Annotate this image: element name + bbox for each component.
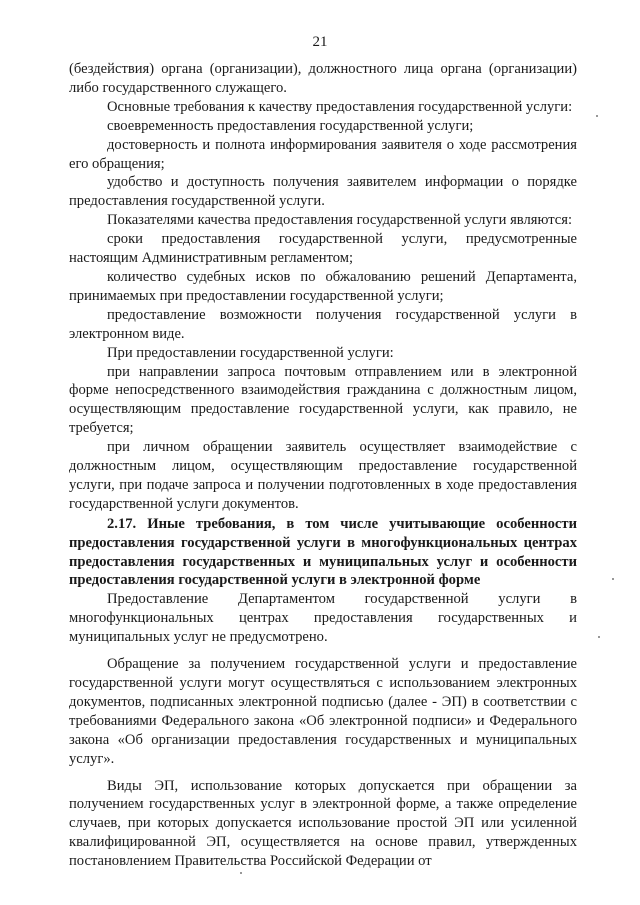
- scan-speck: [612, 578, 614, 580]
- paragraph: (бездействия) органа (организации), должностного лица органа (организации) либо государственного служащего.: [69, 61, 577, 96]
- scan-speck: [240, 872, 242, 874]
- paragraph: При предоставлении государственной услуги:: [107, 344, 394, 361]
- page-number: 21: [312, 34, 328, 50]
- paragraph: Предоставление Департаментом государственной услуги в многофункциональных центрах предоставления государственных и муниципальных услуг не предусмотрено.: [69, 591, 577, 646]
- document-body: [69, 60, 577, 871]
- paragraph: сроки предоставления государственной услуги, предусмотренные настоящим Административным регламентом;: [69, 231, 577, 267]
- paragraph: количество судебных исков по обжалованию решений Департамента, принимаемых при предоставлении государственной услуги;: [69, 268, 577, 304]
- paragraph: при личном обращении заявитель осуществляет взаимодействие с должностным лицом, осуществляющим предоставление государственной услуги, при подаче запроса и получении подготовленных в ходе предоставления государственной услуги документов.: [69, 439, 577, 512]
- paragraph: Виды ЭП, использование которых допускается при обращении за получением государственных услуг в электронной форме, а также определение случаев, при которых допускается использование простой ЭП или усиленной квалифицированной ЭП, осуществляется на основе правил, утвержденных постановлением Правительства Российской Федерации от: [69, 777, 577, 870]
- scan-speck: [598, 636, 600, 638]
- paragraph: Обращение за получением государственной услуги и предоставление государственной услуги могут осуществляться с использованием электронных документов, подписанных электронной подписью (далее - ЭП) в соответствии с требованиями Федерального закона «Об электронной подписи» и Федерального закона «Об организации предоставления государственных и муниципальных услуг».: [69, 656, 577, 767]
- paragraph: своевременность предоставления государственной услуги;: [107, 117, 474, 134]
- scan-speck: [596, 115, 598, 117]
- paragraph: при направлении запроса почтовым отправлением или в электронной форме непосредственного взаимодействия гражданина с должностным лицом, осуществляющим предоставление государственной услуги, как правило, не требуется;: [69, 363, 577, 437]
- paragraph: предоставление возможности получения государственной услуги в электронном виде.: [69, 306, 577, 342]
- paragraph: удобство и доступность получения заявителем информации о порядке предоставления государственной услуги.: [69, 174, 577, 210]
- section-heading: 2.17. Иные требования, в том числе учитывающие особенности предоставления государственной услуги в многофункциональных центрах предоставления государственных и муниципальных услуг и особенности предоставления государственной услуги в электронной форме: [69, 515, 577, 589]
- paragraph: достоверность и полнота информирования заявителя о ходе рассмотрения его обращения;: [69, 136, 577, 172]
- paragraph: Показателями качества предоставления государственной услуги являются:: [107, 212, 573, 229]
- paragraph: Основные требования к качеству предоставления государственной услуги:: [107, 98, 573, 115]
